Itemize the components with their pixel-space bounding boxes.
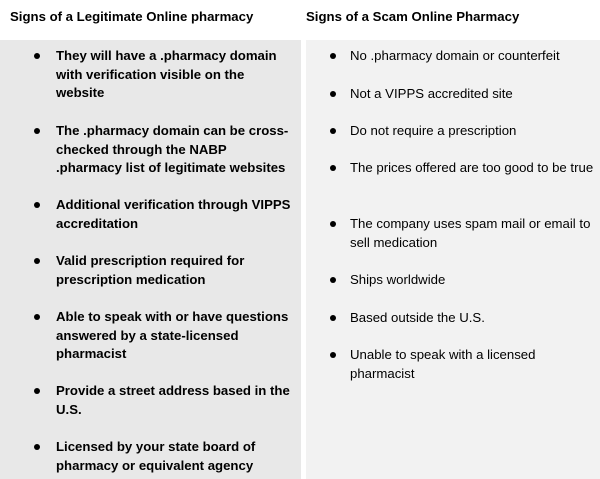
bullet-icon xyxy=(34,444,40,450)
bullet-icon xyxy=(330,221,336,227)
bullet-icon xyxy=(330,91,336,97)
bullet-icon xyxy=(330,53,336,59)
list-item xyxy=(350,122,594,141)
legit-item-text: The .pharmacy domain can be cross-checked through the NABP .pharmacy list of legitimate websites xyxy=(56,123,289,175)
list-item xyxy=(56,382,294,419)
bullet-icon xyxy=(330,165,336,171)
list-item xyxy=(56,438,294,475)
list-item xyxy=(56,196,294,233)
legit-column xyxy=(0,40,301,479)
bullet-icon xyxy=(330,352,336,358)
scam-item-text: No .pharmacy domain or counterfeit xyxy=(350,48,560,63)
bullet-icon xyxy=(34,388,40,394)
legit-item-text: Licensed by your state board of pharmacy or equivalent agency xyxy=(56,439,256,473)
list-item xyxy=(350,159,594,178)
list-item xyxy=(56,308,294,364)
bullet-icon xyxy=(34,258,40,264)
legit-item-text: Additional verification through VIPPS accreditation xyxy=(56,197,291,231)
scam-column xyxy=(306,40,600,479)
scam-item-text: Unable to speak with a licensed pharmacist xyxy=(350,347,536,381)
list-item xyxy=(350,309,594,328)
list-item xyxy=(350,215,594,252)
bullet-icon xyxy=(330,315,336,321)
list-item xyxy=(350,47,594,66)
bullet-icon xyxy=(34,53,40,59)
bullet-icon xyxy=(34,128,40,134)
bullet-icon xyxy=(34,314,40,320)
scam-column-header: Signs of a Scam Online Pharmacy xyxy=(306,9,520,24)
list-item xyxy=(350,271,594,290)
legit-item-text: Valid prescription required for prescription medication xyxy=(56,253,245,287)
list-item xyxy=(56,252,294,289)
header-row xyxy=(0,0,600,40)
legit-item-text: Provide a street address based in the U.S. xyxy=(56,383,290,417)
legit-item-text: They will have a .pharmacy domain with verification visible on the website xyxy=(56,48,277,100)
legit-column-header: Signs of a Legitimate Online pharmacy xyxy=(10,9,254,24)
list-item xyxy=(350,346,594,383)
bullet-icon xyxy=(330,277,336,283)
bullet-icon xyxy=(34,202,40,208)
scam-item-text: Ships worldwide xyxy=(350,272,446,287)
scam-item-text: Do not require a prescription xyxy=(350,123,517,138)
scam-item-text: Not a VIPPS accredited site xyxy=(350,86,513,101)
bullet-icon xyxy=(330,128,336,134)
scam-item-text: The company uses spam mail or email to sell medication xyxy=(350,216,591,250)
scam-item-text: Based outside the U.S. xyxy=(350,310,485,325)
legit-item-text: Able to speak with or have questions answered by a state-licensed pharmacist xyxy=(56,309,289,361)
scam-item-text: The prices offered are too good to be true xyxy=(350,160,594,175)
list-item xyxy=(56,122,294,178)
list-item xyxy=(350,85,594,104)
list-item xyxy=(56,47,294,103)
